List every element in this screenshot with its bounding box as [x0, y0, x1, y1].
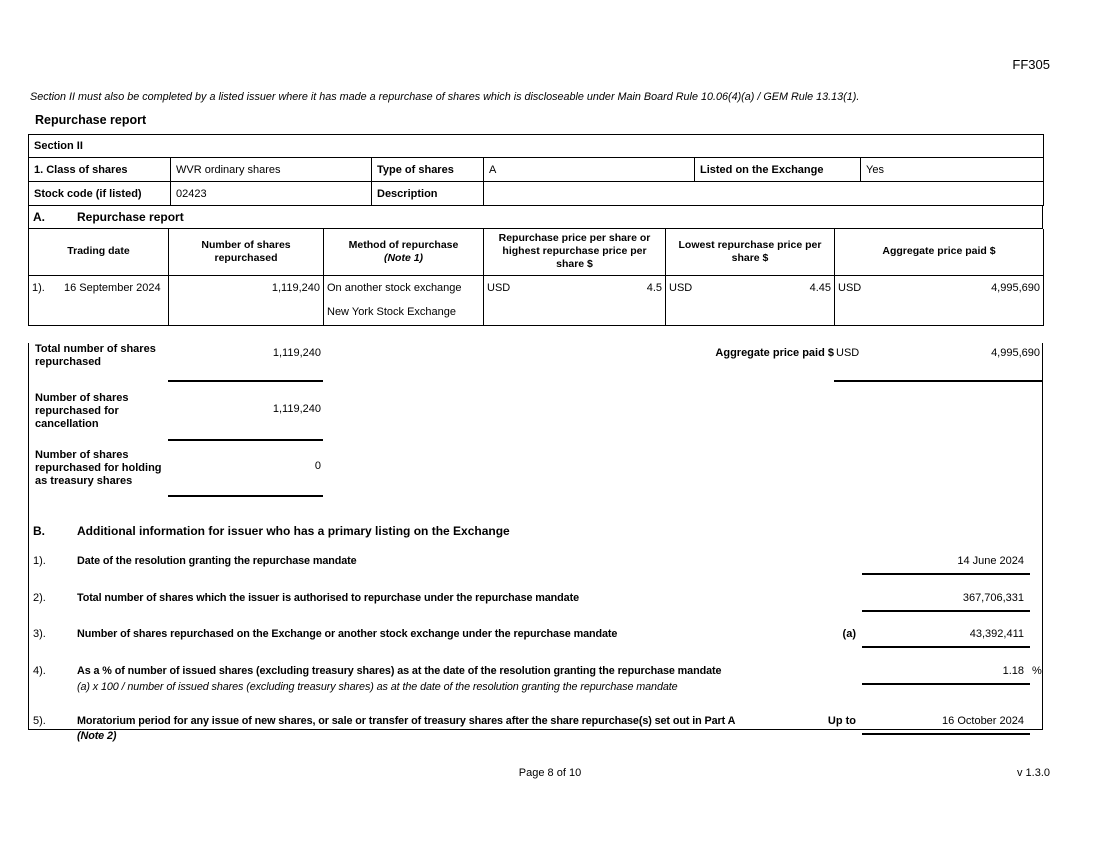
item-main-text: Moratorium period for any issue of new shares, or sale or transfer of treasury shares after the share repurchase(s) set out in Part A [77, 714, 736, 727]
item-text: Total number of shares which the issuer is authorised to repurchase under the repurchase mandate [77, 591, 579, 604]
trading-date-cell [29, 275, 169, 325]
treasury-value: 0 [168, 460, 323, 497]
section-b-block [28, 517, 1043, 742]
total-shares-label: Total number of shares repurchased [35, 342, 156, 368]
item-number: 2). [33, 591, 46, 604]
listed-on-exchange-label: Listed on the Exchange [695, 158, 861, 182]
item-a-marker: (a) [842, 627, 856, 640]
item-value-area [825, 592, 1042, 612]
class-of-shares-value: WVR ordinary shares [171, 158, 372, 182]
type-of-shares-value: A [484, 158, 695, 182]
aggregate-total-label: Aggregate price paid $ [715, 346, 834, 359]
item-number: 3). [33, 627, 46, 640]
description-value [484, 182, 1044, 206]
treasury-label: Number of shares repurchased for holding as treasury shares [35, 448, 162, 487]
section-a-title: Repurchase report [77, 210, 184, 224]
table-row [29, 275, 1044, 325]
aggregate-paid-cell [835, 275, 1044, 325]
section-b-title: Additional information for issuer who has a primary listing on the Exchange [77, 523, 510, 538]
percentage-value: 1.18 [862, 665, 1030, 685]
low-price-value: 4.45 [809, 281, 831, 294]
high-price-currency: USD [487, 281, 511, 294]
repurchase-table [28, 229, 1044, 326]
item-value-area [825, 715, 1042, 735]
aggregate-total-currency: USD [836, 346, 860, 359]
method-line2: New York Stock Exchange [327, 305, 457, 318]
class-of-shares-label: 1. Class of shares [29, 158, 171, 182]
page-footer [0, 767, 1100, 781]
section-ii-table [28, 134, 1044, 206]
total-shares-row [29, 343, 1042, 382]
item-text: Number of shares repurchased on the Exchange or another stock exchange under the repurchase mandate [77, 627, 618, 640]
page-title: Repurchase report [35, 113, 147, 127]
method-cell [324, 275, 484, 325]
col-method [324, 229, 484, 275]
col-trading-date: Trading date [29, 229, 169, 275]
item-text [77, 715, 825, 743]
mandate-date-value: 14 June 2024 [862, 555, 1030, 575]
list-item-percentage [29, 665, 1042, 694]
col-shares-repurchased: Number of shares repurchased [169, 229, 324, 275]
listed-on-exchange-value: Yes [861, 158, 1044, 182]
totals-block [28, 343, 1043, 517]
high-price-value: 4.5 [646, 281, 662, 294]
treasury-row [29, 449, 1042, 497]
col-aggregate-paid: Aggregate price paid $ [835, 229, 1044, 275]
section-b-heading [29, 517, 1042, 538]
cancellation-value: 1,119,240 [168, 403, 323, 441]
stock-code-label: Stock code (if listed) [29, 182, 171, 206]
repurchased-under-mandate-value: 43,392,411 [862, 628, 1030, 648]
section-ii-instruction: Section II must also be completed by a listed issuer where it has made a repurchase of shares which is discloseable under Main Board Rule 10.06(4)(a) / GEM Rule 13.13(1). [30, 91, 860, 103]
up-to-label: Up to [827, 714, 856, 727]
page-number: Page 8 of 10 [518, 766, 582, 779]
stock-code-value: 02423 [171, 182, 372, 206]
list-item-moratorium [29, 715, 1042, 743]
description-label: Description [372, 182, 484, 206]
percent-sign: % [1032, 664, 1042, 677]
item-number: 5). [33, 714, 46, 727]
form-version: v 1.3.0 [1016, 766, 1050, 779]
low-price-cell [666, 275, 835, 325]
trading-date: 16 September 2024 [64, 281, 161, 294]
item-number: 4). [33, 664, 46, 677]
item-text [77, 665, 825, 694]
section-a-letter: A. [33, 210, 45, 224]
section-a-heading [28, 206, 1043, 229]
aggregate-total-value: 4,995,690 [991, 346, 1040, 359]
item-main-text: As a % of number of issued shares (excluding treasury shares) as at the date of the resolution granting the repurchase mandate [77, 664, 722, 677]
aggregate-currency: USD [838, 281, 862, 294]
col-high-price: Repurchase price per share or highest repurchase price per share $ [484, 229, 666, 275]
aggregate-value: 4,995,690 [991, 281, 1040, 294]
shares-repurchased-cell: 1,119,240 [169, 275, 324, 325]
item-formula-note: (a) x 100 / number of issued shares (excluding treasury shares) as at the date of the resolution granting the repurchase mandate [77, 680, 678, 693]
item-value-area [825, 665, 1042, 685]
section-ii-header: Section II [29, 135, 1044, 158]
authorised-shares-value: 367,706,331 [862, 592, 1030, 612]
item-value-area [825, 628, 1042, 648]
list-item-mandate-date [29, 555, 1042, 575]
col-low-price: Lowest repurchase price per share $ [666, 229, 835, 275]
cancellation-label: Number of shares repurchased for cancellation [35, 391, 129, 430]
moratorium-date-value: 16 October 2024 [862, 715, 1030, 735]
row-number: 1). [32, 281, 45, 294]
list-item-authorised-shares [29, 592, 1042, 612]
aggregate-paid-total [715, 347, 1042, 382]
item-text: Date of the resolution granting the repurchase mandate [77, 554, 357, 567]
aggregate-total-field [834, 347, 1042, 382]
method-line1: On another stock exchange [327, 281, 462, 294]
total-shares-value: 1,119,240 [168, 347, 323, 382]
list-item-repurchased-under-mandate [29, 628, 1042, 648]
item-value-area [825, 555, 1042, 575]
form-code: FF305 [1012, 57, 1050, 72]
item-note-2: (Note 2) [77, 729, 117, 742]
section-b-letter: B. [33, 523, 45, 538]
low-price-currency: USD [669, 281, 693, 294]
col-method-label: Method of repurchase [348, 238, 459, 251]
item-number: 1). [33, 554, 46, 567]
col-method-note: (Note 1) [383, 251, 424, 264]
high-price-cell [484, 275, 666, 325]
cancellation-row [29, 392, 1042, 441]
repurchase-report-form [28, 134, 1043, 742]
type-of-shares-label: Type of shares [372, 158, 484, 182]
